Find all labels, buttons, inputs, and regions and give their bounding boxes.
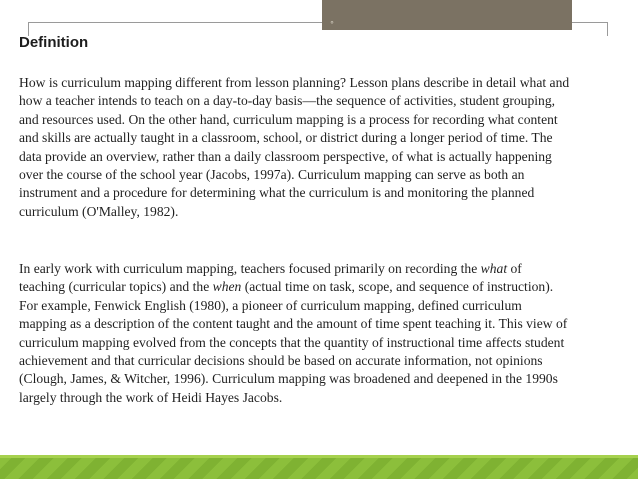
paragraph-1-line: How is curriculum mapping different from lesson planning? Lesson plans describe in detail what and [19,75,570,90]
paragraph-2-line: achievement and that curricular decisions should be based on accurate information, not opinions [19,353,543,369]
slide-body [19,32,614,436]
paragraph-2-line [19,278,567,296]
paragraph-1-line: how a teacher intends to teach on a day-to-day basis—the sequence of activities, student grouping, [19,93,556,109]
paragraph-2-text: (actual time on task, scope, and sequence of instruction). [241,279,554,295]
paragraph-2-line: curriculum mapping evolved from the concepts that the quantity of instructional time affects student [19,334,565,350]
paragraph-2-line: (Clough, James, & Witcher, 1996). Curriculum mapping was broadened and deepened in the 1990s [19,371,558,387]
paragraph-1-line: instrument and a procedure for determining what the curriculum is and monitoring the planned [19,185,535,201]
slide-header-box [322,0,572,30]
paragraph-1-line: and resources used. On the other hand, curriculum mapping is a process for recording what content [19,111,558,127]
header-mark: ° [330,20,334,29]
emphasis-when: when [212,279,242,295]
paragraph-1-line: curriculum (O'Malley, 1982). [19,203,179,219]
paragraph-1-line: data provide an overview, rather than a daily classroom perspective, of what is actually happening [19,148,552,164]
paragraph-2-text: In early work with curriculum mapping, teachers focused primarily on recording the [19,261,481,276]
paragraph-2-line: mapping as a description of the content taught and the amount of time spent teaching it. This view of [19,316,568,332]
paragraph-2-text: of [507,261,522,276]
paragraph-2-line: largely through the work of Heidi Hayes Jacobs. [19,389,283,405]
paragraph-2 [19,260,567,407]
paragraph-1 [19,74,569,221]
paragraph-2-text: teaching (curricular topics) and the [19,279,213,295]
paragraph-2-line: For example, Fenwick English (1980), a pioneer of curriculum mapping, defined curriculum [19,297,522,313]
paragraph-1-line: and skills are actually taught in a classroom, school, or district during a longer period of time. The [19,130,553,146]
document-heading: Definition [19,34,89,51]
emphasis-what: what [480,261,508,276]
paragraph-2-line [19,260,567,278]
footer-stripe-band [0,455,638,479]
paragraph-1-line: over the course of the school year (Jacobs, 1997a). Curriculum mapping can serve as both an [19,167,525,183]
